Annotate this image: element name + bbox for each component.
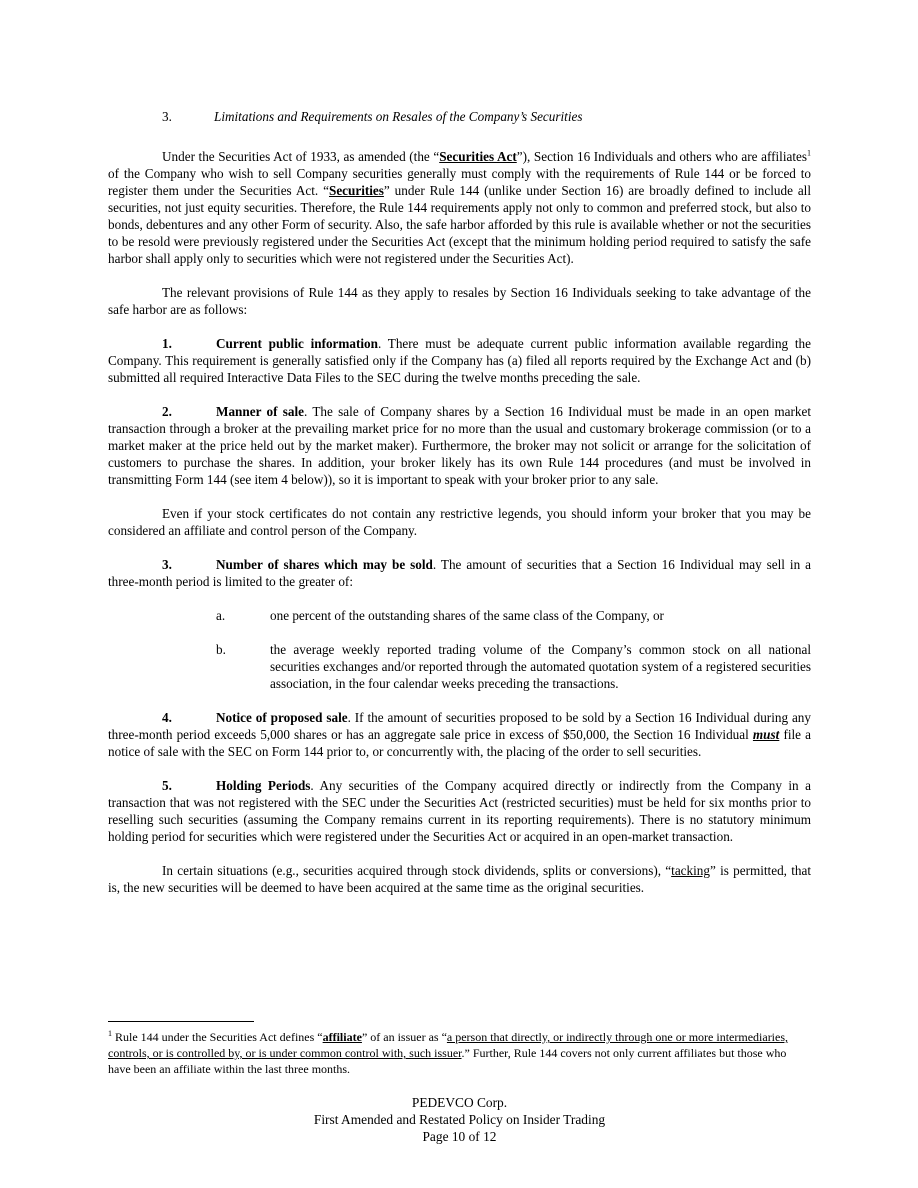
item-title: Current public information: [216, 336, 378, 351]
item-number-of-shares: [108, 556, 811, 590]
text-run: Under the Securities Act of 1933, as amended (the “: [162, 149, 440, 164]
text-run: ” is permitted, that is, the new securities will be deemed to have been acquired at the same time as the original securities.: [108, 863, 811, 895]
item-text: file a notice of sale with the SEC on Form 144 prior to, or concurrently with, the placing of the order to sell securities.: [108, 727, 811, 759]
sub-item-label: b.: [216, 642, 226, 657]
item-number: 2.: [162, 404, 172, 419]
item-number: 1.: [162, 336, 172, 351]
sub-item-text: one percent of the outstanding shares of the same class of the Company, or: [270, 608, 664, 623]
footer-company: PEDEVCO Corp.: [411, 1095, 508, 1110]
item-holding-periods: [108, 777, 811, 845]
section-title: Limitations and Requirements on Resales of the Company’s Securities: [214, 109, 583, 124]
text-run: of the Company who wish to sell Company securities generally must comply with the requirements of Rule 144 or be forced to register them under the Securities Act. “: [108, 166, 811, 198]
footer-page-number: Page 10 of 12: [422, 1129, 497, 1144]
sub-item-label: a.: [216, 608, 226, 623]
paragraph-securities-act: [108, 148, 811, 267]
defined-term-affiliate: affiliate: [322, 1030, 362, 1044]
footer-policy-title: First Amended and Restated Policy on Insider Trading: [313, 1112, 606, 1127]
paragraph-restrictive-legends: Even if your stock certificates do not contain any restrictive legends, you should inform your broker that you may be considered an affiliate and control person of the Company.: [108, 506, 811, 538]
item-title: Number of shares which may be sold: [216, 557, 433, 572]
footnote-separator: [108, 1021, 254, 1022]
text-run: .” Further, Rule 144 covers not only current affiliates but those who have been an affiliate within the last three months.: [108, 1046, 787, 1076]
item-current-public-information: [108, 335, 811, 386]
footnote: [108, 1029, 811, 1077]
footnote-reference[interactable]: 1: [807, 148, 811, 158]
text-run: ” of an issuer as “: [361, 1030, 447, 1044]
paragraph-tacking: [108, 862, 811, 896]
item-text: . There must be adequate current public information available regarding the Company. This requirement is generally satisfied only if the Company has (a) filed all reports required by the Exchange Act and (b) submitted all required Interactive Data Files to the SEC during the twelve months preceding the sale.: [108, 336, 811, 385]
paragraph-relevant-provisions: The relevant provisions of Rule 144 as they apply to resales by Section 16 Individuals seeking to take advantage of the safe harbor are as follows:: [108, 285, 811, 317]
text-run: Rule 144 under the Securities Act defines “: [112, 1030, 323, 1044]
text-run: ” under Rule 144 (unlike under Section 16) are broadly defined to include all securities, not just equity securities. Therefore, the Rule 144 requirements apply not only to common and preferred stock, but also to bonds, debentures and any other Form of security. Also, the safe harbor afforded by this rule is available whether or not the securities to be resold were previously registered under the Securities Act (except that the minimum holding period required to satisfy the safe harbor shall apply only to securities which were not registered under the Securities Act).: [108, 183, 812, 266]
item-text: . The sale of Company shares by a Section 16 Individual must be made in an open market transaction through a broker at the prevailing market price for no more than the usual and customary brokerage commission (or to a market maker at the price held out by the market maker). Furthermore, the broker may not solicit or arrange for the solicitation of customers to purchase the shares. In addition, your broker likely has its own Rule 144 procedures (and must be involved in transmitting Form 144 (see item 4 below)), so it is important to speak with your broker prior to any sale.: [108, 404, 811, 487]
item-text: . Any securities of the Company acquired directly or indirectly from the Company in a transaction that was not registered with the SEC under the Securities Act (restricted securities) must be held for six months prior to reselling such securities (assuming the Company remains current in its reporting requirements). There is no statutory minimum holding period for securities which were registered under the Securities Act or acquired in an open-market transaction.: [108, 778, 811, 844]
page-footer: [108, 1094, 811, 1145]
sub-item-text: the average weekly reported trading volume of the Company’s common stock on all national securities exchanges and/or reported through the automated quotation system of a registered securities association, in the four calendar weeks preceding the transactions.: [270, 642, 811, 691]
item-manner-of-sale: [108, 403, 811, 488]
item-title: Notice of proposed sale: [216, 710, 348, 725]
affiliate-definition: a person that directly, or indirectly through one or more intermediaries, controls, or is controlled by, or is under common control with, such issuer: [108, 1030, 789, 1060]
defined-term-tacking: tacking: [671, 863, 710, 878]
defined-term-securities: Securities: [328, 183, 384, 198]
defined-term-securities-act: Securities Act: [439, 149, 517, 164]
item-number: 4.: [162, 710, 172, 725]
item-number: 3.: [162, 557, 172, 572]
page-body: [108, 108, 811, 913]
text-run: ”), Section 16 Individuals and others who are affiliates: [516, 149, 807, 164]
item-text: . The amount of securities that a Section 16 Individual may sell in a three-month period is limited to the greater of:: [108, 557, 812, 589]
sub-item-b: [216, 641, 811, 692]
emphasis-must: must: [752, 727, 780, 742]
text-run: In certain situations (e.g., securities acquired through stock dividends, splits or conversions), “: [162, 863, 672, 878]
section-number: 3.: [162, 109, 172, 124]
item-title: Manner of sale: [216, 404, 305, 419]
sub-item-a: [216, 607, 811, 624]
section-heading: [108, 108, 811, 125]
item-number: 5.: [162, 778, 172, 793]
item-notice-of-proposed-sale: [108, 709, 811, 760]
item-text: . If the amount of securities proposed to be sold by a Section 16 Individual during any three-month period exceeds 5,000 shares or has an aggregate sale price in excess of $50,000, the Section 16 Individual: [108, 710, 811, 742]
footnote-number: 1: [108, 1029, 112, 1038]
item-title: Holding Periods: [216, 778, 311, 793]
